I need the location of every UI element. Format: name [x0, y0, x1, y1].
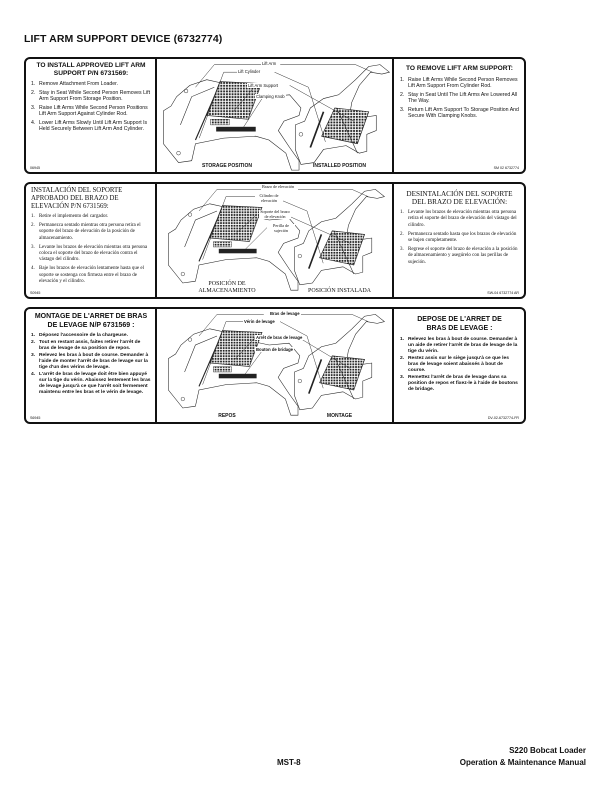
remove-step: 3. Return Lift Arm Support To Storage Position And Secure With Clamping Knobs.: [400, 107, 519, 120]
callout-cilindro-de-elevacion: Cilindro de elevación: [255, 194, 283, 203]
install-step: 4. L'arrêt de bras de levage doit être bien appuyé sur la tige du vérin. Abaissez lentement les bras de levage jusqu'à ce que l'arrêt soit fermement maintenu entre les bras et le vérin de levage.: [31, 372, 151, 395]
decal-french: [24, 307, 526, 424]
install-step: 3. Relevez les bras à bout de course. Demander à l'aide de monter l'arrêt de bras de levage sur la tige d'un des vérins de levage.: [31, 353, 149, 370]
decal-spanish: [24, 182, 526, 299]
install-heading: TO INSTALL APPROVED LIFT ARM SUPPORT P/N 6731569:: [36, 62, 146, 77]
loader-illustration: [157, 59, 394, 172]
remove-instructions: [394, 59, 524, 172]
remove-step: 3. Remettez l'arrêt de bras de levage dans sa position de repos et fixez-le à l'aide de boutons de bridage.: [400, 375, 518, 392]
install-step: 1. Déposez l'accessoire de la chargeuse.: [31, 333, 128, 338]
install-instructions: [26, 59, 157, 172]
decal-code: SW-04 6732774 AR: [487, 291, 519, 295]
loader-illustration: [157, 309, 394, 422]
decal-code: 06945: [30, 166, 40, 170]
decal-code: SM 02 6732774: [493, 166, 519, 170]
remove-instructions: [394, 184, 524, 297]
install-step: 4. Baje los brazos de elevación lentamente hasta que el soporte se sostenga con firmeza entre el brazo de elevación y el cilindro.: [31, 266, 144, 285]
remove-steps: [400, 337, 519, 393]
page-title: LIFT ARM SUPPORT DEVICE (6732774): [24, 33, 223, 45]
install-step: 3. Raise Lift Arms While Second Person Positions Lift Arm Support Against Cylinder Rod.: [31, 104, 148, 118]
remove-heading: DEPOSE DE L'ARRET DE BRAS DE LEVAGE :: [417, 316, 502, 332]
decal-code: DV-02-6732774-FR: [487, 416, 519, 420]
callout-clamping-knob: Clamping Knob: [256, 94, 285, 99]
footer-product: S220 Bobcat Loader: [509, 746, 586, 755]
remove-step: 2. Restez assis sur le siège jusqu'à ce que les bras de levage soient abaissés à bout de course.: [400, 356, 509, 373]
callout-bouton-de-bridage: Bouton de bridage: [256, 347, 293, 352]
callout-verin-de-levage: Vérin de levage: [244, 319, 275, 324]
caption-montage: MONTAGE: [326, 413, 353, 419]
loader-diagram-icon: [157, 309, 394, 417]
remove-step: 2. Stay in Seat Until The Lift Arms Are Lowered All The Way.: [400, 92, 518, 105]
callout-lift-cylinder: Lift Cylinder: [238, 69, 261, 74]
remove-heading: TO REMOVE LIFT ARM SUPPORT:: [406, 65, 513, 72]
remove-steps: [400, 77, 519, 120]
page-number: MST-8: [277, 758, 301, 767]
install-instructions: [26, 184, 157, 297]
caption-installed-position: INSTALLED POSITION: [313, 163, 366, 169]
loader-diagram-icon: [157, 59, 394, 172]
remove-step: 1. Levante los brazos de elevación mientras otra persona retira el soporte del brazo de elevación del vástago del cilindro.: [400, 210, 517, 228]
remove-instructions: [394, 309, 524, 422]
install-step: 4. Lower Lift Arms Slowly Until Lift Arm Support Is Held Securely Between Lift Arm And Cylinder.: [31, 119, 148, 133]
footer-manual: Operation & Maintenance Manual: [459, 758, 586, 767]
install-step: 1. Retire el implemento del cargador.: [31, 214, 109, 219]
install-step: 2. Tout en restant assis, faites retirer l'arrêt de bras de levage de sa position de repos.: [31, 340, 141, 351]
install-step: 1. Remove Attachment From Loader.: [31, 81, 119, 87]
remove-heading: DESINTALACIÓN DEL SOPORTE DEL BRAZO DE ELEVACIÓN:: [406, 190, 513, 206]
callout-soporte-del-brazo: Soporte del brazo de elevación: [260, 209, 290, 219]
caption-repos: REPOS: [218, 413, 236, 419]
decal-code: S6945: [30, 416, 41, 420]
callout-perilla-de-sujecion: Perilla de sujeción: [267, 224, 295, 233]
decal-english: [24, 57, 526, 174]
install-steps: [31, 214, 151, 286]
install-steps: [31, 81, 151, 133]
install-instructions: [26, 309, 157, 422]
caption-storage-position: STORAGE POSITION: [202, 163, 252, 169]
callout-bras-de-levage: Bras de levage: [270, 311, 300, 316]
callout-arret-de-bras: Arrêt de bras de levage: [256, 335, 303, 340]
install-heading: INSTALACIÓN DEL SOPORTE APROBADO DEL BRAZO DE ELEVACIÓN P/N 6731569:: [31, 187, 123, 210]
install-step: 3. Levante los brazos de elevación mientras otra persona coloca el soporte del brazo de elevación contra el vástago del cilindro.: [31, 244, 148, 263]
caption-posicion-de-almacenamiento: POSICIÓN DE ALMACENAMIENTO: [198, 281, 256, 294]
callout-brazo-de-elevacion: Brazo de elevación: [262, 184, 295, 189]
remove-steps: [400, 210, 519, 266]
install-heading: MONTAGE DE L'ARRET DE BRAS DE LEVAGE N/P 6731569 :: [34, 313, 148, 329]
callout-lift-arm: Lift Arm: [262, 61, 277, 66]
loader-illustration: [157, 184, 394, 297]
decal-code: S0945: [30, 291, 41, 295]
remove-step: 1. Relevez les bras à bout de course. Demander à un aide de retirer l'arrêt de bras de levage de la tige du vérin.: [400, 337, 518, 354]
remove-step: 3. Regrese el soporte del brazo de elevación a la posición de almacenamiento y asegúrelo con las perillas de sujeción.: [400, 247, 518, 265]
remove-step: 1. Raise Lift Arms While Second Person Removes Lift Arm Support From Cylinder Rod.: [400, 77, 518, 90]
install-step: 2. Permanezca sentado mientras otra persona retira el soporte del brazo de elevación de la posición de almacenamiento.: [31, 222, 141, 241]
caption-posicion-instalada: POSICIÓN INSTALADA: [307, 287, 372, 294]
install-steps: [31, 333, 151, 396]
callout-lift-arm-support: Lift Arm Support: [248, 83, 279, 88]
install-step: 2. Stay in Seat While Second Person Removes Lift Arm Support From Storage Position.: [31, 89, 151, 103]
remove-step: 2. Permanezca sentado hasta que los brazos de elevación se bajen completamente.: [400, 231, 517, 244]
